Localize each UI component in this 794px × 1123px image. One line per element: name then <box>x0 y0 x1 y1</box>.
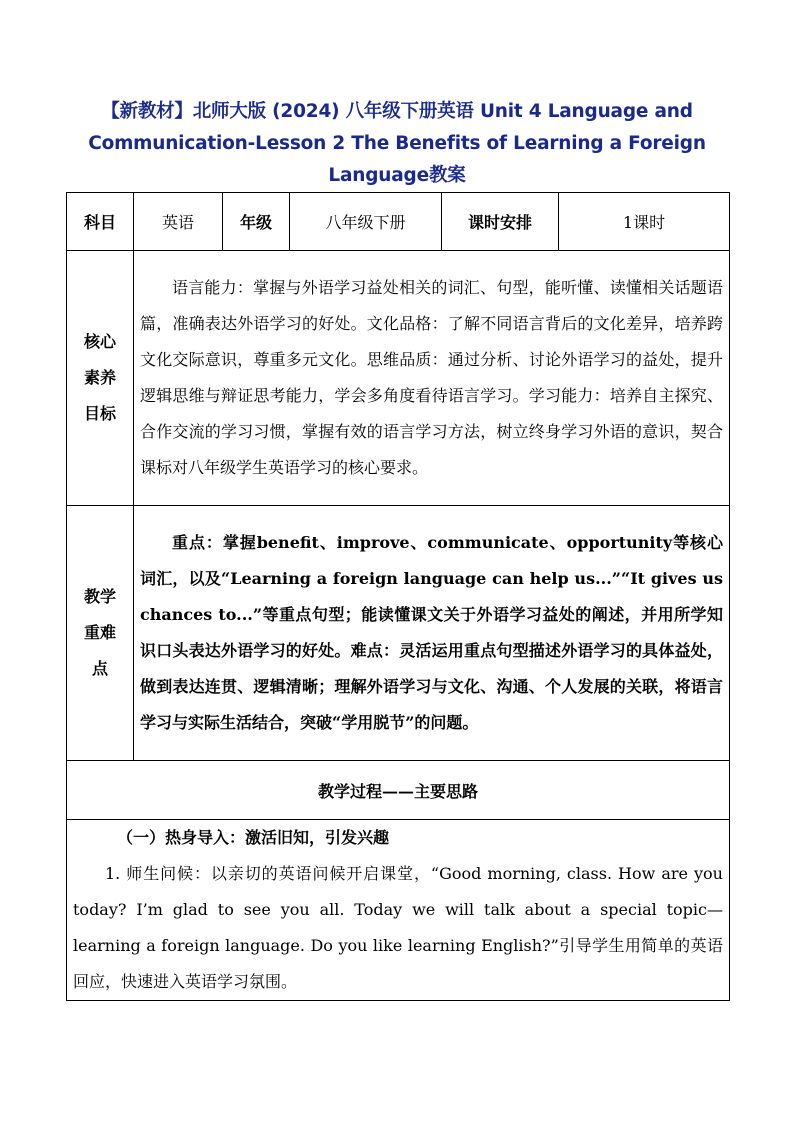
core-goals-row <box>67 251 730 506</box>
warmup-row <box>67 820 730 1001</box>
subject-label: 科目 <box>67 193 134 251</box>
warmup-item-1: 1. 师生问候：以亲切的英语问候开启课堂，“Good morning, class. How are you today? I’m glad to see you all. Today we will talk about a special topic—learning a foreign language. Do you like learning English?”引导学生用简单的英语回应，快速进入英语学习氛围。 <box>73 864 723 991</box>
core-goals-label: 核心素养目标 <box>67 251 134 506</box>
core-goals-cell <box>134 251 730 506</box>
key-points-text: 重点：掌握benefit、improve、communicate、opportunity等核心词汇，以及“Learning a foreign language can help us...”“It gives us chances to...”等重点句型；能读懂课文关于外语学习益处的阐述，并用所学知识口头表达外语学习的好处。难点：灵活运用重点句型描述外语学习的具体益处，做到表达连贯、逻辑清晰；理解外语学习与文化、沟通、个人发展的关联，将语言学习与实际生活结合，突破“学用脱节”的问题。 <box>140 533 723 732</box>
key-points-row <box>67 506 730 761</box>
header-row <box>67 193 730 251</box>
grade-value: 八年级下册 <box>290 193 442 251</box>
lesson-plan-table <box>66 192 730 1001</box>
process-heading-row <box>67 761 730 820</box>
core-goals-text: 语言能力：掌握与外语学习益处相关的词汇、句型，能听懂、读懂相关话题语篇，准确表达外语学习的好处。文化品格：了解不同语言背后的文化差异，培养跨文化交际意识，尊重多元文化。思维品质：通过分析、讨论外语学习的益处，提升逻辑思维与辩证思考能力，学会多角度看待语言学习。学习能力：培养自主探究、合作交流的学习习惯，掌握有效的语言学习方法，树立终身学习外语的意识，契合课标对八年级学生英语学习的核心要求。 <box>140 278 723 477</box>
grade-label: 年级 <box>223 193 290 251</box>
warmup-heading: （一）热身导入：激活旧知，引发兴趣 <box>117 828 390 847</box>
process-heading: 教学过程——主要思路 <box>67 761 730 820</box>
document-title: 【新教材】北师大版 (2024) 八年级下册英语 Unit 4 Language and Communication-Lesson 2 The Benefits of Learning a Foreign Language教案 <box>88 101 706 186</box>
warmup-cell <box>67 820 730 1001</box>
key-points-label: 教学重难点 <box>67 506 134 761</box>
key-points-cell <box>134 506 730 761</box>
subject-value: 英语 <box>134 193 223 251</box>
hours-label: 课时安排 <box>442 193 559 251</box>
hours-value: 1课时 <box>559 193 730 251</box>
